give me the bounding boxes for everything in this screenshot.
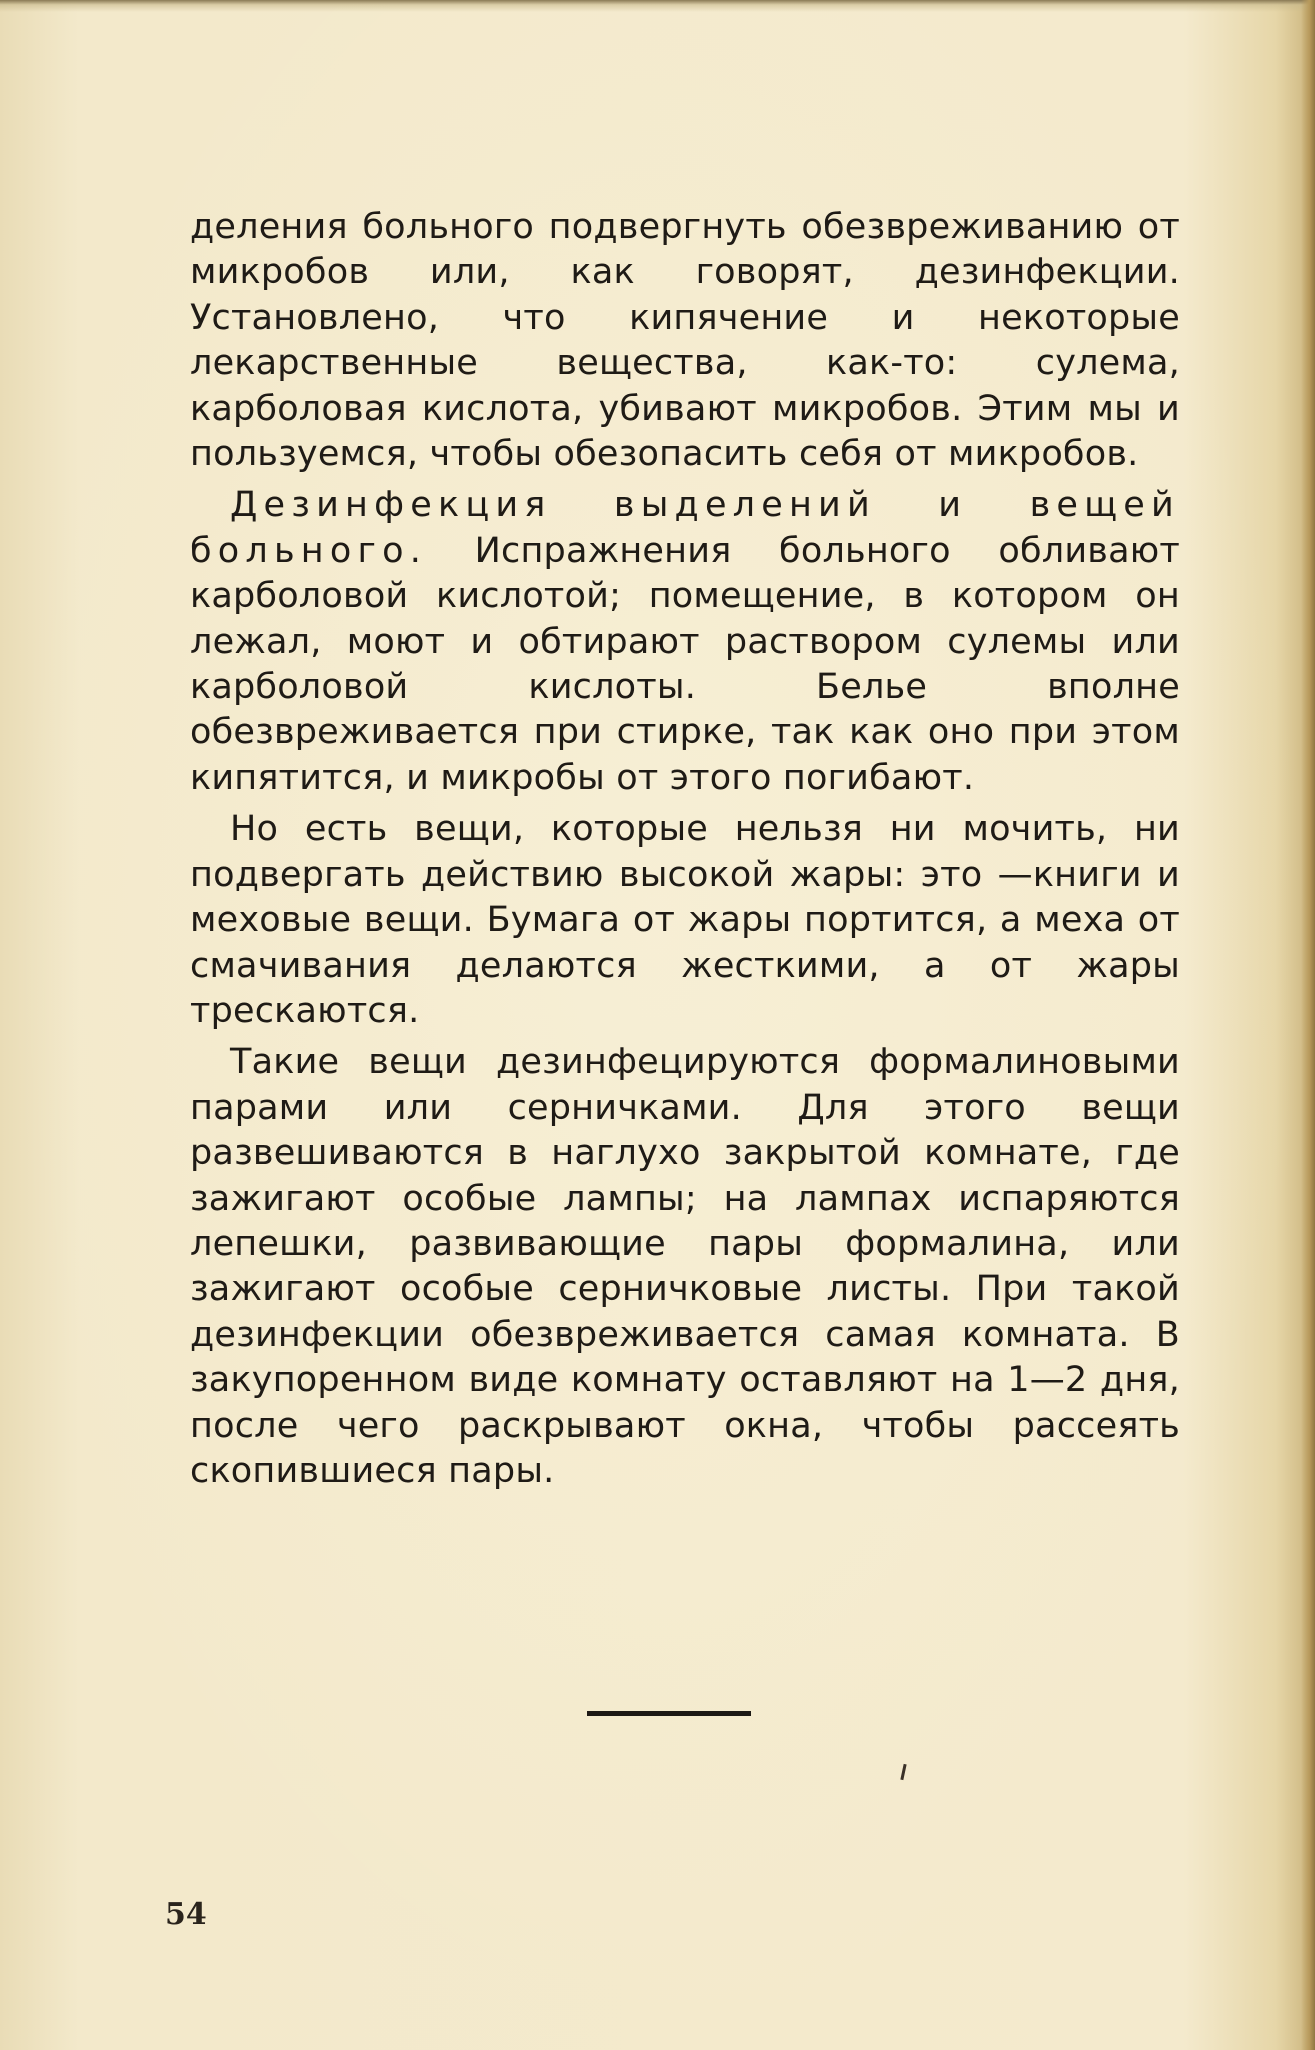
section-end-rule bbox=[587, 1711, 751, 1716]
body-text bbox=[190, 205, 1180, 1494]
paragraph-4: Такие вещи дезинфецируются формалиновыми парами или серничками. Для этого вещи развешиваются в наглухо закрытой комнате, где зажигают особые лампы; на лампах испаряются лепешки, развивающие пары формалина, или зажигают особые серничковые листы. При такой дезинфекции обезвреживается самая комната. В закупоренном виде комнату оставляют на 1—2 дня, после чего раскрывают окна, чтобы рассеять скопившиеся пары. bbox=[190, 1042, 1180, 1491]
paragraph-1: деления больного подвергнуть обезвреживанию от микробов или, как говорят, дезинфекции. Установлено, что кипячение и некоторые лекарственные вещества, как-то: сулема, карболовая кислота, убивают микробов. Этим мы и пользуемся, чтобы обезопасить себя от микробов. bbox=[190, 207, 1180, 475]
paragraph-3: Но есть вещи, которые нельзя ни мочить, ни подвергать действию высокой жары: это —книги и меховые вещи. Бумага от жары портится, а меха от смачивания делаются жесткими, а от жары трескаются. bbox=[190, 809, 1180, 1031]
paragraph-2-text: Испражнения больного обливают карболовой кислотой; помещение, в котором он лежал, моют и обтирают раствором сулемы или карболовой кислоты. Белье вполне обезвреживается при стирке, так как оно при этом кипятится, и микробы от этого погибают. bbox=[190, 530, 1180, 798]
page-right-edge bbox=[1301, 0, 1315, 2050]
print-speck bbox=[900, 1764, 906, 1780]
paragraph-2-spaced-lead: Дезинфекция выделений и вещей больного. bbox=[190, 485, 1180, 571]
page-number: 54 bbox=[165, 1897, 207, 1932]
paragraph-2 bbox=[190, 483, 1180, 801]
scan-top-edge bbox=[0, 0, 1315, 12]
